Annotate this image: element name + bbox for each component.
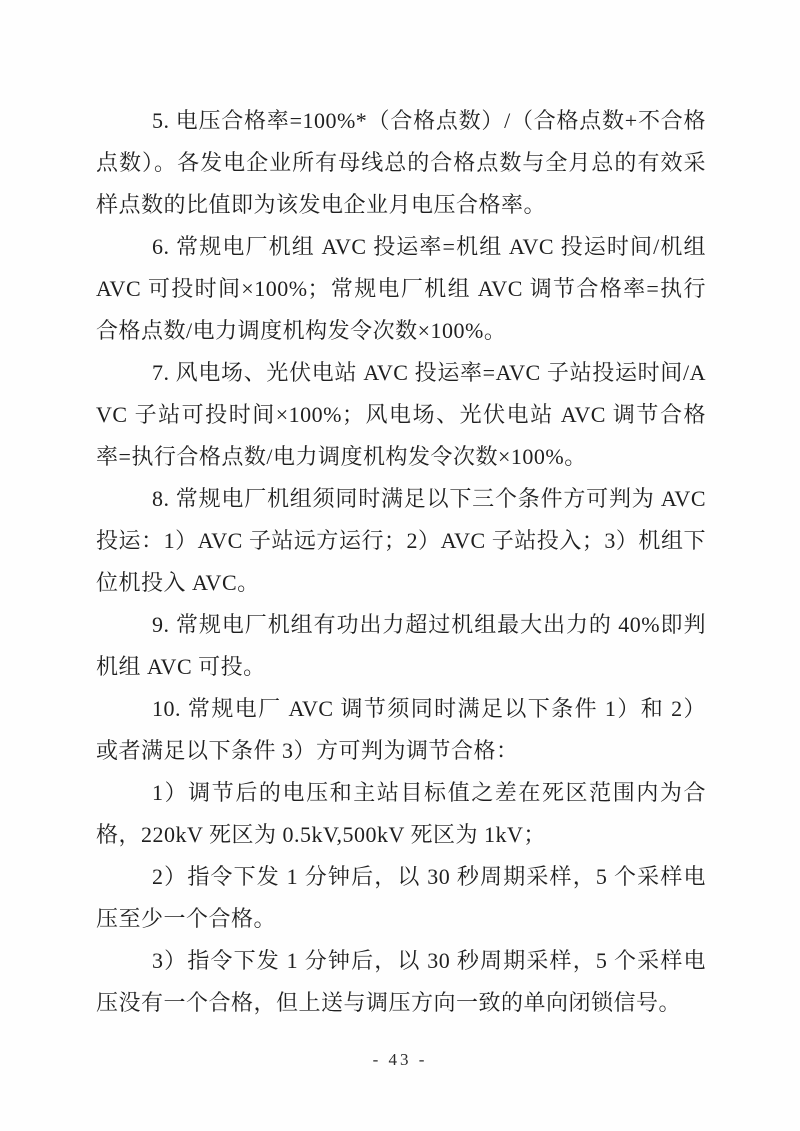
page-number: - 43 - (372, 1050, 428, 1069)
paragraph-item-8: 8. 常规电厂机组须同时满足以下三个条件方可判为 AVC 投运：1）AVC 子站远方运行；2）AVC 子站投入；3）机组下位机投入 AVC。 (96, 486, 706, 595)
paragraph-item-9: 9. 常规电厂机组有功出力超过机组最大出力的 40%即判机组 AVC 可投。 (96, 612, 706, 679)
document-body (96, 100, 706, 1024)
paragraph-subitem-1: 1）调节后的电压和主站目标值之差在死区范围内为合格，220kV 死区为 0.5kV,500kV 死区为 1kV； (96, 780, 706, 847)
paragraph-subitem-3: 3）指令下发 1 分钟后，以 30 秒周期采样，5 个采样电压没有一个合格，但上送与调压方向一致的单向闭锁信号。 (96, 948, 706, 1015)
paragraph-item-7: 7. 风电场、光伏电站 AVC 投运率=AVC 子站投运时间/AVC 子站可投时间×100%；风电场、光伏电站 AVC 调节合格率=执行合格点数/电力调度机构发令次数×100%。 (96, 360, 706, 469)
paragraph-item-5: 5. 电压合格率=100%*（合格点数）/（合格点数+不合格点数）。各发电企业所有母线总的合格点数与全月总的有效采样点数的比值即为该发电企业月电压合格率。 (96, 108, 706, 217)
paragraph-item-10: 10. 常规电厂 AVC 调节须同时满足以下条件 1）和 2）或者满足以下条件 3）方可判为调节合格： (96, 696, 706, 763)
paragraph-subitem-2: 2）指令下发 1 分钟后，以 30 秒周期采样，5 个采样电压至少一个合格。 (96, 864, 706, 931)
paragraph-item-6: 6. 常规电厂机组 AVC 投运率=机组 AVC 投运时间/机组 AVC 可投时间×100%；常规电厂机组 AVC 调节合格率=执行合格点数/电力调度机构发令次数×100%。 (96, 234, 706, 343)
